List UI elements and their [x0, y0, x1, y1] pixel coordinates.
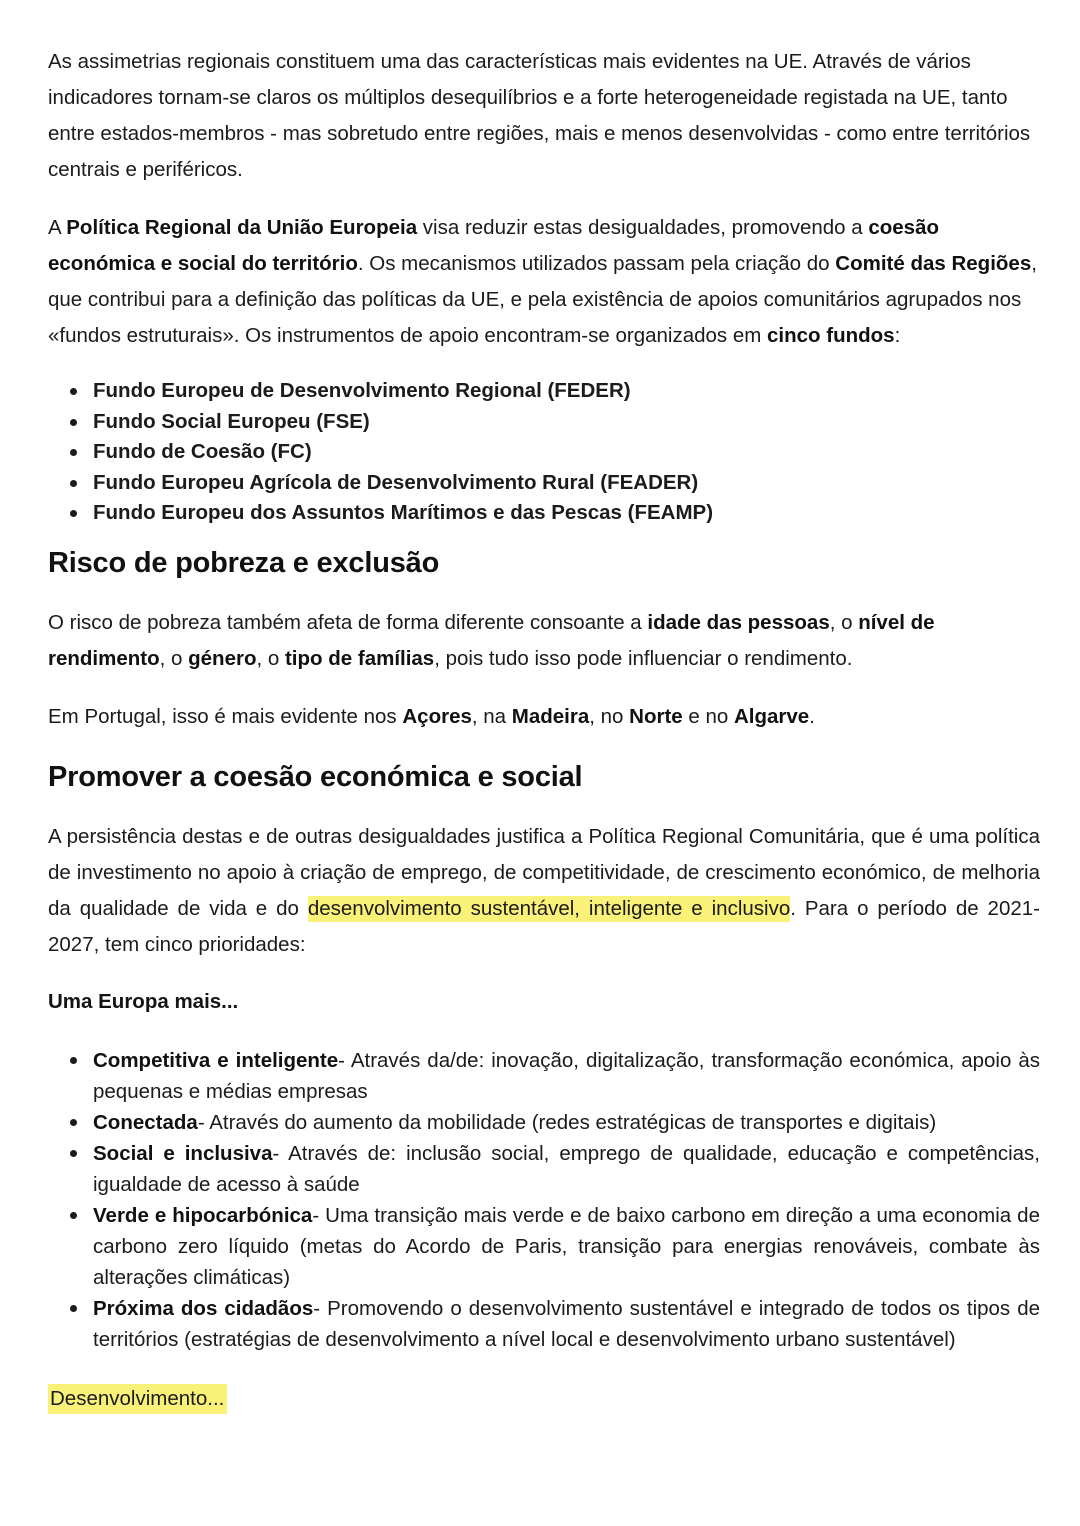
priority-description: - Através da/de: inovação, digitalização, transformação económica, apoio às pequenas e médias empresas: [93, 1048, 1040, 1103]
policy-text-2: visa reduzir estas desigualdades, promovendo a: [417, 216, 869, 239]
poverty-bold-gender: género: [188, 646, 257, 670]
list-item: [48, 437, 1040, 468]
fund-label: Fundo Europeu de Desenvolvimento Regional (FEDER): [93, 379, 631, 402]
portugal-bold-norte: Norte: [629, 704, 683, 728]
policy-text-1: A: [48, 216, 67, 239]
list-item: [48, 1138, 1040, 1200]
poverty-bold-income-level: nível de rendimento: [48, 610, 935, 670]
fund-label: Fundo Social Europeu (FSE): [93, 409, 370, 433]
paragraph-regional-policy: [48, 210, 1040, 354]
portugal-bold-acores: Açores: [402, 704, 472, 728]
poverty-text-2: , o: [829, 610, 859, 634]
funds-list: [48, 376, 1040, 529]
paragraph-poverty-risk: [48, 605, 1040, 677]
list-item: [48, 376, 1040, 407]
policy-text-5: :: [894, 324, 901, 347]
fund-label: Fundo Europeu Agrícola de Desenvolvimento Rural (FEADER): [93, 470, 699, 494]
priority-label: Verde e hipocarbónica: [93, 1203, 313, 1227]
priority-label: Próxima dos cidadãos: [93, 1296, 314, 1320]
priority-description: - Através de: inclusão social, emprego de qualidade, educação e competências, igualdade de acesso à saúde: [93, 1141, 1040, 1196]
portugal-bold-madeira: Madeira: [511, 704, 590, 728]
policy-text-3: . Os mecanismos utilizados passam pela criação do: [357, 252, 836, 275]
list-item: [48, 498, 1040, 529]
priority-label: Conectada: [93, 1110, 198, 1134]
policy-text-4: , que contribui para a definição das políticas da UE, e pela existência de apoios comunitários agrupados nos «fundos estruturais». Os instrumentos de apoio encontram-se organizados em: [48, 252, 1037, 347]
poverty-text-3: , o: [159, 646, 189, 670]
policy-bold-cohesion: coesão económica e social do território: [48, 216, 940, 275]
priority-label: Competitiva e inteligente: [93, 1048, 339, 1072]
paragraph-final-note: [48, 1383, 1040, 1415]
list-item: [48, 1045, 1040, 1107]
list-item: [48, 407, 1040, 438]
priority-description: - Uma transição mais verde e de baixo carbono em direção a uma economia de carbono zero líquido (metas do Acordo de Paris, transição para energias renováveis, combate às alterações climáticas): [93, 1203, 1040, 1289]
priority-label: Social e inclusiva: [93, 1141, 273, 1165]
priority-description: - Promovendo o desenvolvimento sustentável e integrado de todos os tipos de territórios (estratégias de desenvolvimento a nível local e desenvolvimento urbano sustentável): [93, 1296, 1040, 1351]
priorities-list: [48, 1045, 1040, 1355]
poverty-bold-age: idade das pessoas: [647, 610, 830, 634]
portugal-text-1: Em Portugal, isso é mais evidente nos: [48, 704, 403, 728]
list-item: [48, 468, 1040, 499]
lead-uma-europa-mais: Uma Europa mais...: [48, 989, 239, 1013]
heading-risco-pobreza: Risco de pobreza e exclusão: [48, 546, 440, 579]
list-item: [48, 1200, 1040, 1293]
poverty-text-4: , o: [256, 646, 285, 670]
fund-label: Fundo Europeu dos Assuntos Marítimos e das Pescas (FEAMP): [93, 501, 714, 524]
highlight-desenvolvimento: Desenvolvimento...: [48, 1384, 227, 1414]
list-item: [48, 1107, 1040, 1138]
poverty-text-1: O risco de pobreza também afeta de forma diferente consoante a: [48, 610, 648, 634]
paragraph-cohesion-policy: [48, 819, 1040, 963]
highlight-sustainable-development: desenvolvimento sustentável, inteligente e inclusivo: [307, 896, 791, 920]
portugal-text-3: , no: [589, 704, 630, 728]
list-item: [48, 1293, 1040, 1355]
portugal-bold-algarve: Algarve: [734, 704, 810, 728]
heading-promover-coesao: Promover a coesão económica e social: [48, 760, 583, 793]
policy-bold-eu-regional-policy: Política Regional da União Europeia: [66, 216, 418, 239]
policy-bold-five-funds: cinco fundos: [767, 324, 895, 347]
cohesion-text-2: . Para o período de 2021-2027, tem cinco prioridades:: [48, 896, 1040, 956]
cohesion-text-1: A persistência destas e de outras desigualdades justifica a Política Regional Comunitária, que é uma política de investimento no apoio à criação de emprego, de competitividade, de crescimento económico, de melhoria da qualidade de vida e do: [48, 824, 1040, 920]
priority-description: - Através do aumento da mobilidade (redes estratégicas de transportes e digitais): [197, 1110, 937, 1134]
fund-label: Fundo de Coesão (FC): [93, 440, 312, 463]
portugal-text-4: e no: [682, 704, 734, 728]
portugal-text-5: .: [809, 704, 815, 728]
paragraph-portugal-regions: [48, 699, 1040, 735]
poverty-bold-family-type: tipo de famílias: [284, 646, 435, 670]
paragraph-intro: As assimetrias regionais constituem uma das características mais evidentes na UE. Através de vários indicadores tornam-se claros os múltiplos desequilíbrios e a forte heterogeneidade registada na UE, tanto entre estados-membros - mas sobretudo entre regiões, mais e menos desenvolvidas - como entre territórios centrais e periféricos.: [48, 50, 1031, 181]
poverty-text-5: , pois tudo isso pode influenciar o rendimento.: [434, 646, 853, 670]
policy-bold-committee: Comité das Regiões: [835, 252, 1032, 275]
portugal-text-2: , na: [471, 704, 512, 728]
